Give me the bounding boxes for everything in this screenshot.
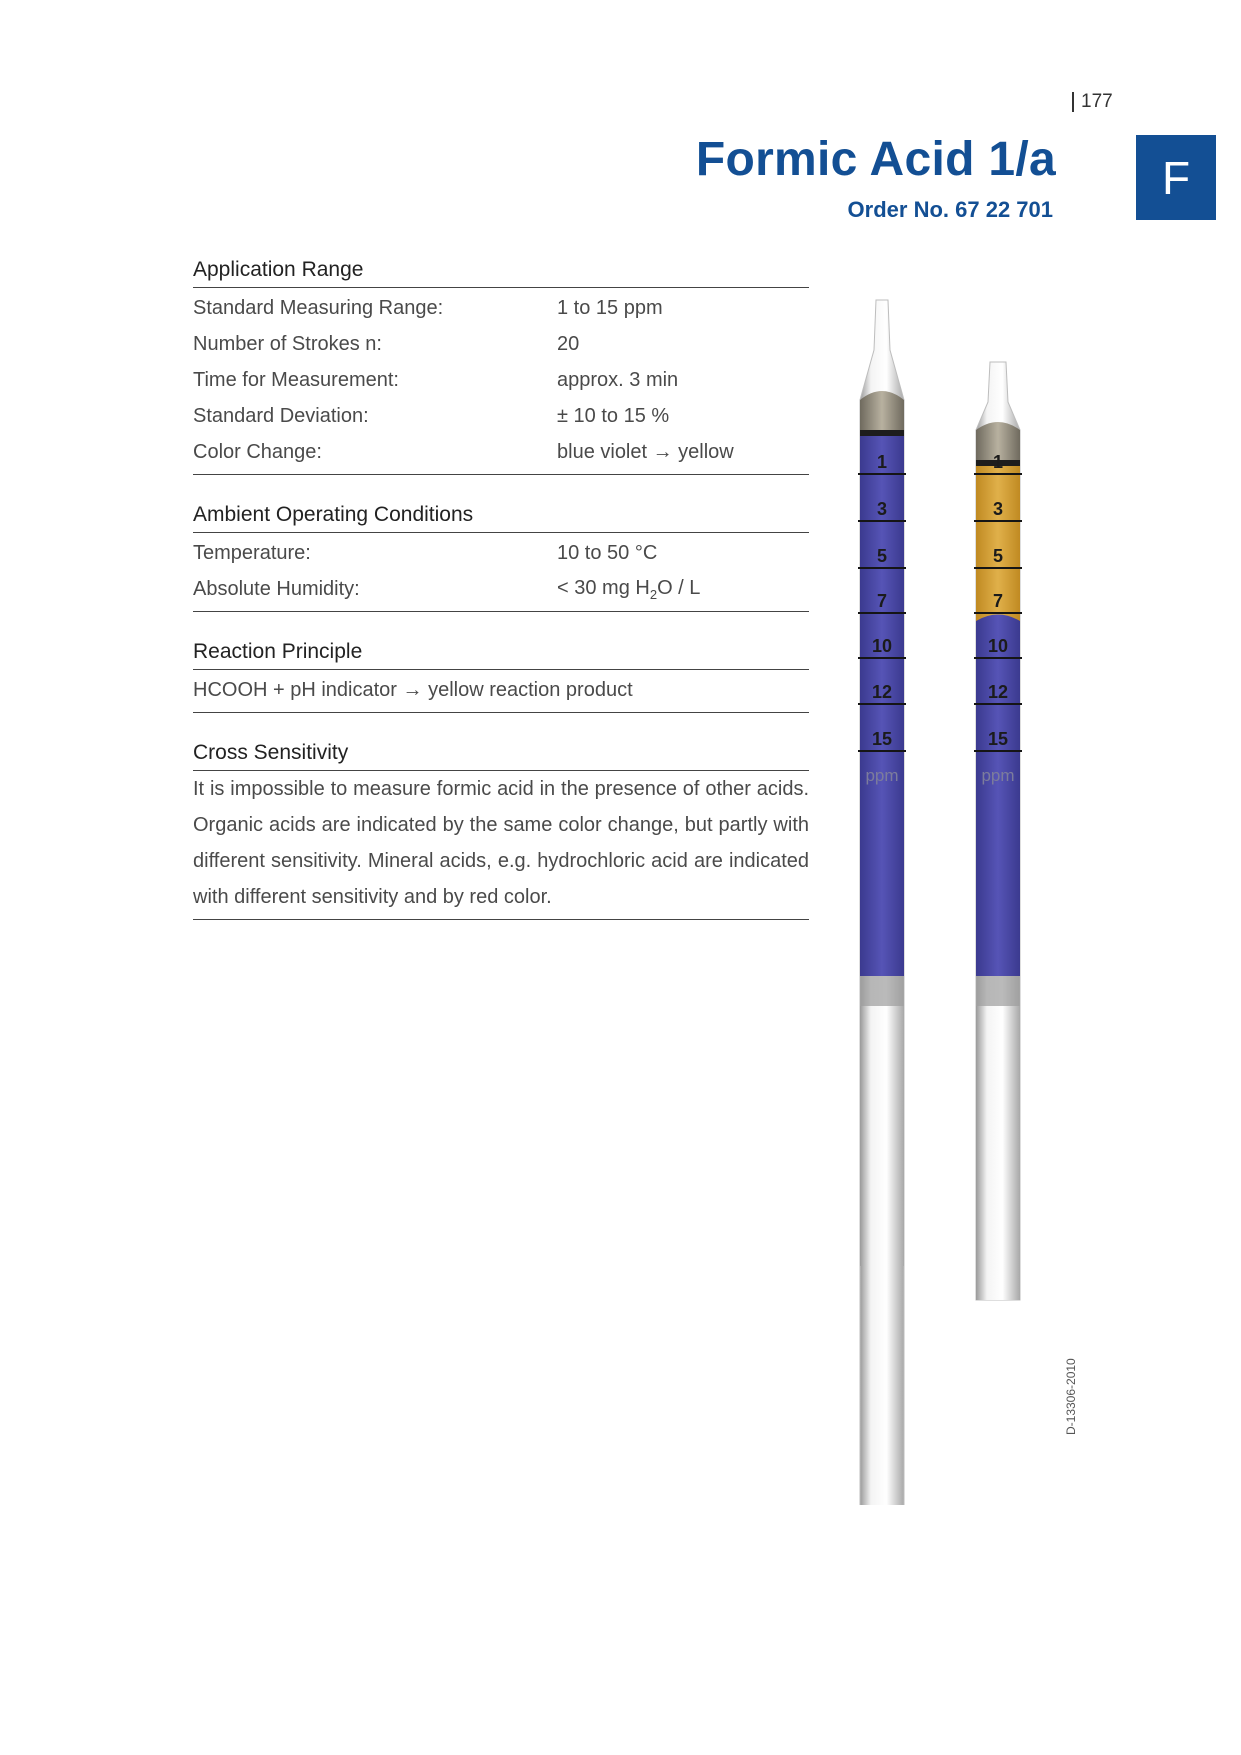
scale-unit-left: ppm xyxy=(865,766,899,785)
spec-row xyxy=(193,326,809,362)
ambient-conditions-rows xyxy=(193,533,809,612)
application-range-rows xyxy=(193,288,809,475)
spec-label: Temperature: xyxy=(193,541,311,564)
reaction-text: HCOOH + pH indicator → yellow reaction product xyxy=(193,678,633,701)
spec-value: ± 10 to 15 % xyxy=(557,404,670,427)
spec-label: Standard Measuring Range: xyxy=(193,296,444,319)
cross-sensitivity-text: It is impossible to measure formic acid in the presence of other acids. Organic acids are indicated by the same color change, but partly with different sensitivity. Mineral acids, e.g. hydrochloric acid are indicated with different sensitivity and by red color. xyxy=(193,771,809,920)
tube-left xyxy=(860,300,904,1505)
spec-row xyxy=(193,535,809,571)
spec-value: blue violet → yellow xyxy=(557,440,734,463)
scale-label-right: 15 xyxy=(987,729,1009,749)
spec-label: Number of Strokes n: xyxy=(193,332,382,355)
application-range-section xyxy=(193,254,809,475)
ambient-conditions-section xyxy=(193,499,809,612)
scale-label-right: 7 xyxy=(992,591,1004,611)
spec-row xyxy=(193,571,809,607)
scale-label-right: 10 xyxy=(987,636,1009,656)
scale-label-left: 1 xyxy=(876,452,888,472)
spec-value xyxy=(557,577,809,602)
cross-sensitivity-section xyxy=(193,737,809,920)
spec-value: 20 xyxy=(557,332,580,355)
spec-row xyxy=(193,362,809,398)
scale-label-left: 3 xyxy=(876,499,888,519)
spec-value: 1 to 15 ppm xyxy=(557,296,663,319)
reaction-principle-section xyxy=(193,636,809,713)
scale-label-left: 12 xyxy=(871,682,893,702)
scale-label-left: 5 xyxy=(876,546,888,566)
humidity-value-post: O / L xyxy=(657,576,701,599)
scale-label-right: 12 xyxy=(987,682,1009,702)
spec-label: Absolute Humidity: xyxy=(193,577,360,600)
section-tab: F xyxy=(1136,135,1216,220)
section-title: Cross Sensitivity xyxy=(193,737,809,771)
page-number: 177 xyxy=(1072,92,1113,112)
reaction-principle-rows xyxy=(193,670,809,713)
spec-row xyxy=(193,434,809,470)
spec-label: Standard Deviation: xyxy=(193,404,369,427)
section-title: Application Range xyxy=(193,254,809,288)
detector-tubes-image xyxy=(840,290,1080,1505)
spec-value: 10 to 50 °C xyxy=(557,541,658,564)
spec-content xyxy=(193,254,809,944)
scale-label-left: 15 xyxy=(871,729,893,749)
spec-label: Color Change: xyxy=(193,440,322,463)
image-code: D-13306-2010 xyxy=(1064,1358,1078,1435)
spec-value: approx. 3 min xyxy=(557,368,679,391)
humidity-value-pre: < 30 mg H xyxy=(557,576,650,599)
section-title: Reaction Principle xyxy=(193,636,809,670)
scale-label-left: 10 xyxy=(871,636,893,656)
scale-label-right: 3 xyxy=(992,499,1004,519)
scale-label-right: 1 xyxy=(992,452,1004,472)
humidity-subscript: 2 xyxy=(649,586,658,602)
spec-row xyxy=(193,398,809,434)
section-title: Ambient Operating Conditions xyxy=(193,499,809,533)
scale-label-left: 7 xyxy=(876,591,888,611)
order-number: Order No. 67 22 701 xyxy=(847,197,1053,222)
scale-unit-right: ppm xyxy=(981,766,1015,785)
page-title: Formic Acid 1/a xyxy=(695,133,1056,186)
spec-row xyxy=(193,290,809,326)
spec-label: Time for Measurement: xyxy=(193,368,399,391)
scale-label-right: 5 xyxy=(992,546,1004,566)
